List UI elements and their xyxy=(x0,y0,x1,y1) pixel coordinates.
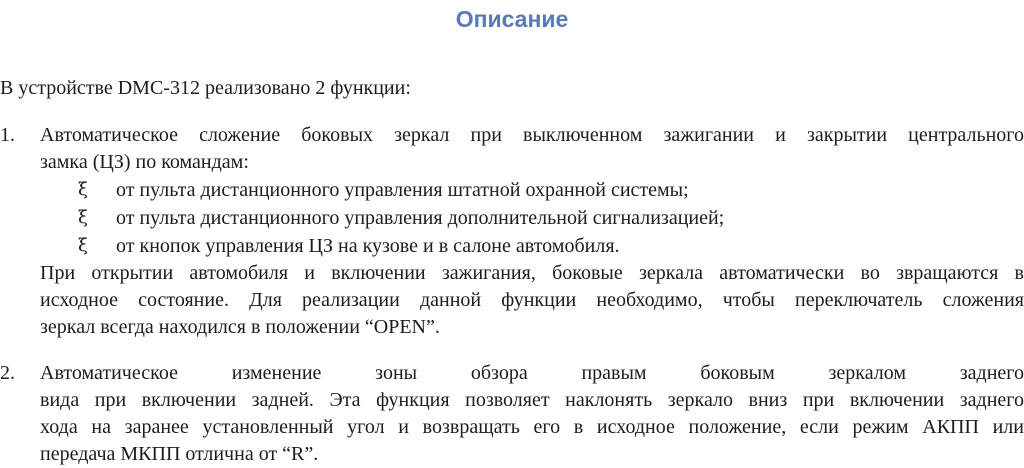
bullet-symbol: ξ xyxy=(78,235,88,256)
page-title: Описание xyxy=(455,6,569,32)
item-2-number: 2. xyxy=(0,362,15,384)
intro-text: В устройстве DMC-312 реализовано 2 функции: xyxy=(0,77,411,99)
item-2-line: передача МКПП отлична от “R”. xyxy=(40,443,319,465)
bullet-item: от пульта дистанционного управления штатной охранной системы; xyxy=(116,179,689,201)
item-1-paragraph-line: При открытии автомобиля и включении зажигания, боковые зеркала автоматически во звращаются в xyxy=(40,262,1024,284)
bullet-symbol: ξ xyxy=(78,179,88,200)
item-2-line: Автоматическое изменение зоны обзора правым боковым зеркалом заднего xyxy=(40,362,1024,384)
item-2-line: вида при включении задней. Эта функция позволяет наклонять зеркало вниз при включении заднего xyxy=(40,389,1024,411)
item-1-line-1: Автоматическое сложение боковых зеркал при выключенном зажигании и закрытии центрального xyxy=(40,124,1024,146)
bullet-item: от кнопок управления ЦЗ на кузове и в салоне автомобиля. xyxy=(116,235,620,257)
item-2-line: хода на заранее установленный угол и возвращать его в исходное положение, если режим АКПП или xyxy=(40,416,1024,438)
bullet-item: от пульта дистанционного управления дополнительной сигнализацией; xyxy=(116,207,725,229)
item-1-line-2: замка (ЦЗ) по командам: xyxy=(40,151,249,173)
item-1-number: 1. xyxy=(0,124,15,146)
item-1-paragraph-line: исходное состояние. Для реализации данной функции необходимо, чтобы переключатель сложения xyxy=(40,289,1024,311)
bullet-symbol: ξ xyxy=(78,207,88,228)
item-1-paragraph-line: зеркал всегда находился в положении “OPEN”. xyxy=(40,316,440,338)
